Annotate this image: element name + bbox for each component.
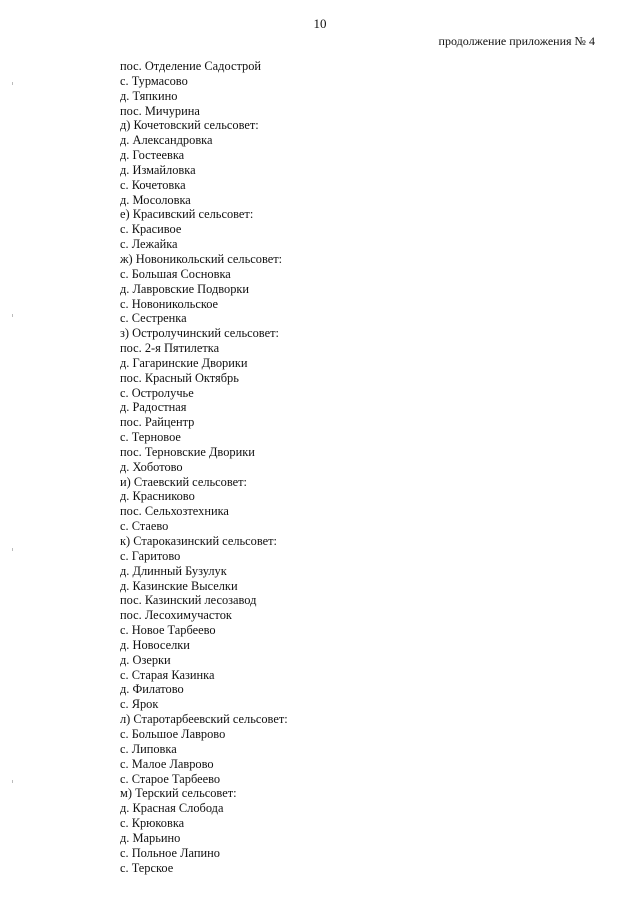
list-item: с. Липовка <box>120 741 177 756</box>
list-item: пос. Терновские Дворики <box>120 444 255 459</box>
list-item: д) Кочетовский сельсовет: <box>120 118 259 133</box>
list-item: к) Староказинский сельсовет: <box>120 534 277 548</box>
list-item: и) Стаевский сельсовет: <box>120 474 247 489</box>
list-item: д. Мосоловка <box>120 192 191 207</box>
list-item: с. Стаево <box>120 519 169 534</box>
list-item: пос. Отделение Садострой <box>120 59 262 73</box>
appendix-note: продолжение приложения № 4 <box>438 34 595 48</box>
list-item: с. Польное Лапино <box>120 845 220 860</box>
list-item: с. Терновое <box>120 430 181 445</box>
list-item: с. Сестренка <box>120 311 187 326</box>
list-item: д. Радостная <box>120 400 187 415</box>
list-item: пос. Красный Октябрь <box>120 370 239 385</box>
list-item: с. Красивое <box>120 222 182 237</box>
list-item: д. Длинный Бузулук <box>120 563 227 578</box>
list-item: с. Гаритово <box>120 548 181 563</box>
list-item: с. Остролучье <box>120 385 194 400</box>
list-item: пос. Лесохимучасток <box>120 608 232 623</box>
list-item: м) Терский сельсовет: <box>120 786 237 801</box>
list-item: с. Крюковка <box>120 816 185 831</box>
margin-mark <box>12 548 13 551</box>
list-item: с. Старое Тарбеево <box>120 771 221 786</box>
list-item: д. Александровка <box>120 133 213 148</box>
list-item: с. Новое Тарбеево <box>120 623 216 638</box>
list-item: д. Казинские Выселки <box>120 578 238 593</box>
list-item: з) Остролучинский сельсовет: <box>120 326 279 341</box>
list-item: д. Гостеевка <box>120 148 185 163</box>
list-item: с. Лежайка <box>120 237 178 252</box>
list-item: д. Красниково <box>120 489 195 504</box>
margin-mark <box>12 314 13 317</box>
list-item: д. Лавровские Подворки <box>120 281 250 296</box>
list-item: пос. 2-я Пятилетка <box>120 341 220 356</box>
list-item: д. Филатово <box>120 682 184 697</box>
margin-mark <box>12 780 13 783</box>
list-item: ж) Новоникольский сельсовет: <box>120 251 283 266</box>
list-item: пос. Сельхозтехника <box>120 504 229 519</box>
list-item: д. Хоботово <box>120 459 183 474</box>
list-item: с. Большое Лаврово <box>120 726 226 741</box>
list-item: с. Терское <box>120 860 174 875</box>
list-item: д. Марьино <box>120 830 181 845</box>
list-item: пос. Казинский лесозавод <box>120 593 257 608</box>
list-item: д. Новоселки <box>120 637 190 652</box>
list-item: д. Тяпкино <box>120 88 178 103</box>
list-item: с. Ярок <box>120 697 159 712</box>
list-item: д. Гагаринские Дворики <box>120 355 248 370</box>
list-item: пос. Райцентр <box>120 415 195 430</box>
list-item: с. Старая Казинка <box>120 667 215 682</box>
list-item: пос. Мичурина <box>120 103 200 118</box>
list-item: д. Измайловка <box>120 162 196 177</box>
settlement-list <box>120 59 288 875</box>
list-item: с. Большая Сосновка <box>120 266 231 281</box>
list-item: е) Красивский сельсовет: <box>120 207 254 222</box>
margin-mark <box>12 82 13 85</box>
list-item: с. Новоникольское <box>120 296 219 311</box>
list-item: д. Озерки <box>120 652 171 667</box>
list-item: с. Кочетовка <box>120 177 186 192</box>
list-item: л) Старотарбеевский сельсовет: <box>120 712 288 727</box>
list-item: с. Турмасово <box>120 73 188 88</box>
page-number: 10 <box>313 16 327 31</box>
list-item: с. Малое Лаврово <box>120 756 214 771</box>
list-item: д. Красная Слобода <box>120 801 224 816</box>
